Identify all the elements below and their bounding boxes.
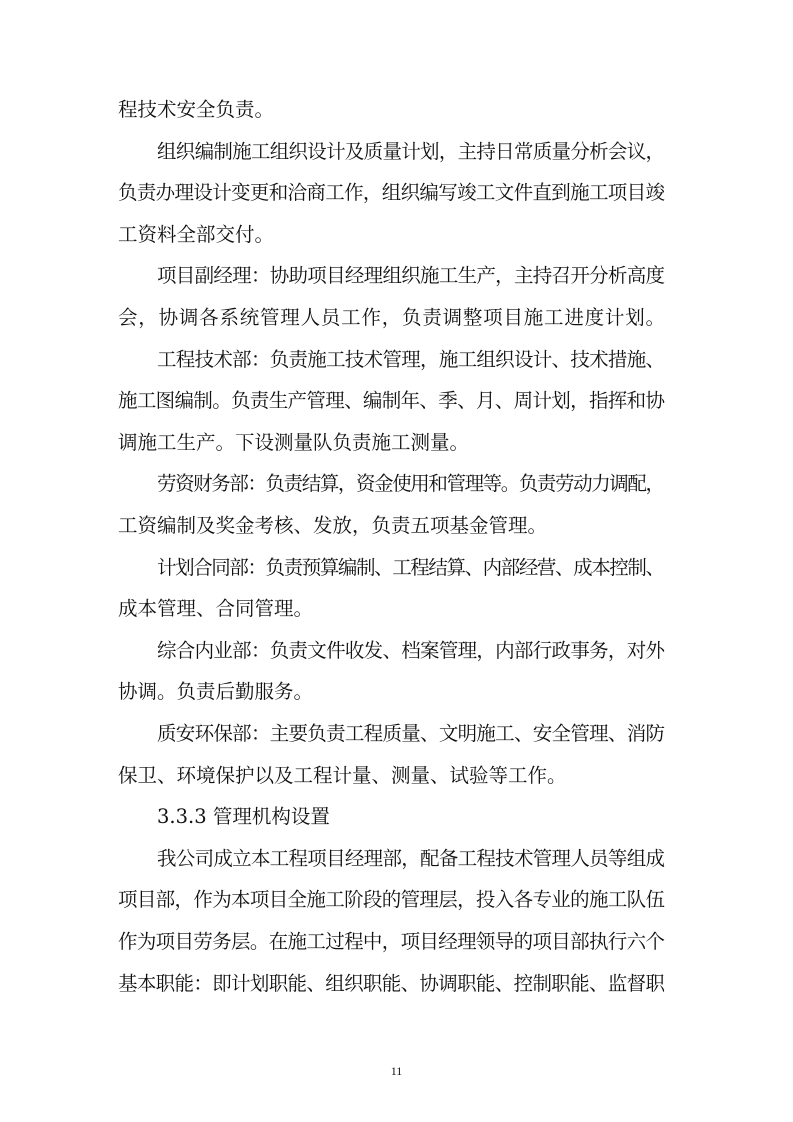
text-line: 工程技术部：负责施工技术管理，施工组织设计、技术措施、 xyxy=(157,347,665,371)
text-line: 作为项目劳务层。在施工过程中，项目经理领导的项目部执行六个 xyxy=(118,930,665,953)
text-line: 质安环保部：主要负责工程质量、文明施工、安全管理、消防 xyxy=(157,722,665,745)
text-line: 保卫、环境保护以及工程计量、测量、试验等工作。 xyxy=(118,763,567,787)
text-line: 负责办理设计变更和洽商工作，组织编写竣工文件直到施工项目竣 xyxy=(118,181,665,205)
text-line: 基本职能：即计划职能、组织职能、协调职能、控制职能、监督职 xyxy=(118,971,665,995)
text-line: 我公司成立本工程项目经理部，配备工程技术管理人员等组成 xyxy=(157,846,665,870)
text-line: 综合内业部：负责文件收发、档案管理，内部行政事务，对外 xyxy=(157,638,665,662)
page-number: 11 xyxy=(390,1064,403,1078)
text-line: 劳资财务部：负责结算，资金使用和管理等。负责劳动力调配， xyxy=(157,472,664,496)
text-line: 工资编制及奖金考核、发放，负责五项基金管理。 xyxy=(118,514,548,537)
text-line: 组织编制施工组织设计及质量计划，主持日常质量分析会议， xyxy=(157,139,665,163)
section-heading: 3.3.3 管理机构设置 xyxy=(157,805,330,829)
text-line: 会，协调各系统管理人员工作，负责调整项目施工进度计划。 xyxy=(118,306,666,329)
text-line: 项目副经理：协助项目经理组织施工生产，主持召开分析高度 xyxy=(157,264,665,288)
text-line: 协调。负责后勤服务。 xyxy=(118,680,314,704)
text-line: 施工图编制。负责生产管理、编制年、季、月、周计划，指挥和协 xyxy=(118,389,665,413)
text-line: 项目部，作为本项目全施工阶段的管理层，投入各专业的施工队伍 xyxy=(118,888,665,912)
text-line: 调施工生产。下设测量队负责施工测量。 xyxy=(118,430,470,454)
text-line: 程技术安全负责。 xyxy=(118,98,275,121)
text-line: 工资料全部交付。 xyxy=(118,222,275,246)
text-line: 成本管理、合同管理。 xyxy=(118,597,314,621)
text-line: 计划合同部：负责预算编制、工程结算、内部经营、成本控制、 xyxy=(157,555,664,579)
